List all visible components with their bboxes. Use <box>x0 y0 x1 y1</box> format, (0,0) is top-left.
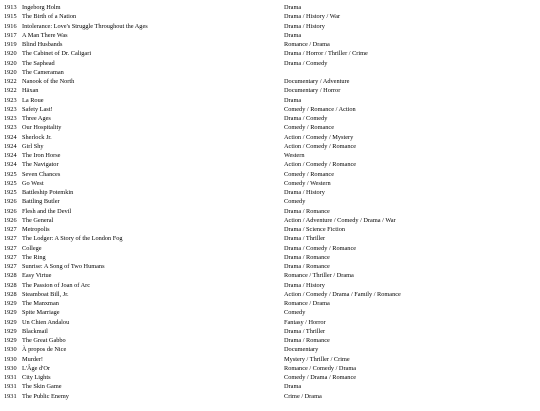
film-year: 1927 <box>4 263 17 270</box>
film-year: 1928 <box>4 272 17 280</box>
film-title: Metropolis <box>22 226 50 233</box>
film-title: Battleship Potemkin <box>22 189 74 196</box>
film-title: Blackmail <box>22 327 48 335</box>
film-genre <box>284 68 538 77</box>
film-genre: Drama / Romance <box>284 263 330 270</box>
film-title: L'Âge d'Or <box>22 364 50 372</box>
film-genre: Drama <box>284 4 302 11</box>
film-genre: Comedy <box>284 198 306 206</box>
film-row <box>4 271 538 280</box>
film-row <box>4 382 538 391</box>
film-title: City Lights <box>22 374 51 381</box>
film-year: 1927 <box>4 235 17 243</box>
film-genre: Drama / Romance <box>284 253 330 261</box>
film-year: 1923 <box>4 115 17 122</box>
film-title: Go West <box>22 179 44 187</box>
film-year: 1915 <box>4 13 17 21</box>
film-genre: Western <box>284 152 305 159</box>
film-row <box>4 86 538 95</box>
film-genre: Drama / Science Fiction <box>284 226 346 233</box>
film-genre: Action / Comedy / Romance <box>284 161 357 169</box>
film-year: 1927 <box>4 226 17 233</box>
film-title: Murder! <box>22 355 43 363</box>
film-row <box>4 244 538 253</box>
film-year: 1917 <box>4 31 17 39</box>
film-genre: Action / Comedy / Drama / Family / Romance <box>284 290 401 298</box>
film-row <box>4 68 538 77</box>
film-genre: Comedy <box>284 309 306 317</box>
film-title: À propos de Nice <box>22 346 67 354</box>
film-title: La Roue <box>22 96 44 104</box>
film-title: The Iron Horse <box>22 152 61 159</box>
film-genre: Comedy / Western <box>284 179 331 187</box>
film-row <box>4 49 538 58</box>
film-row <box>4 281 538 290</box>
film-row <box>4 327 538 336</box>
film-genre: Drama / Thriller <box>284 327 326 335</box>
film-title: The General <box>22 216 54 224</box>
film-genre: Fantasy / Horror <box>284 318 326 326</box>
film-row <box>4 234 538 243</box>
film-genre: Drama / History <box>284 281 325 289</box>
film-genre: Drama / Comedy <box>284 59 328 67</box>
film-title: The Ring <box>22 253 46 261</box>
film-row <box>4 77 538 86</box>
film-title: The Public Enemy <box>22 392 69 400</box>
film-title: Un Chien Andalou <box>22 318 70 326</box>
film-year: 1920 <box>4 50 17 58</box>
film-title: College <box>22 244 42 252</box>
film-title: The Navigator <box>22 161 59 169</box>
film-genre: Crime / Drama <box>284 392 322 400</box>
film-row <box>4 207 538 216</box>
film-row <box>4 308 538 317</box>
film-year: 1923 <box>4 96 17 104</box>
film-year: 1924 <box>4 142 17 150</box>
film-genre: Drama / Comedy / Romance <box>284 244 357 252</box>
film-title: Flesh and the Devil <box>22 207 72 215</box>
film-row <box>4 197 538 206</box>
film-year: 1926 <box>4 198 17 206</box>
film-row <box>4 114 538 123</box>
film-title: The Great Gabbo <box>22 337 66 344</box>
film-year: 1926 <box>4 216 17 224</box>
film-genre: Drama / History / War <box>284 13 341 21</box>
film-row <box>4 299 538 308</box>
film-row <box>4 373 538 382</box>
film-row <box>4 12 538 21</box>
film-row <box>4 170 538 179</box>
film-genre: Documentary / Horror <box>284 87 341 95</box>
film-row <box>4 262 538 271</box>
film-year: 1923 <box>4 124 17 132</box>
film-row <box>4 318 538 327</box>
film-row <box>4 364 538 373</box>
film-row <box>4 133 538 142</box>
film-title: Häxan <box>22 87 39 95</box>
film-title: Seven Chances <box>22 170 61 178</box>
film-genre: Romance / Comedy / Drama <box>284 364 357 372</box>
film-row <box>4 22 538 31</box>
film-row <box>4 160 538 169</box>
film-title: Spite Marriage <box>22 309 60 317</box>
film-row <box>4 31 538 40</box>
film-year: 1925 <box>4 170 17 178</box>
film-title: A Man There Was <box>22 31 68 39</box>
film-year: 1930 <box>4 346 17 354</box>
film-genre: Drama / History <box>284 22 325 30</box>
film-genre: Documentary <box>284 346 319 354</box>
film-row <box>4 151 538 160</box>
film-title: The Saphead <box>22 59 55 67</box>
film-year: 1931 <box>4 383 17 391</box>
film-genre: Documentary / Adventure <box>284 78 350 85</box>
film-row <box>4 105 538 114</box>
film-row <box>4 123 538 132</box>
film-year: 1927 <box>4 253 17 261</box>
film-genre: Comedy / Romance / Action <box>284 105 356 113</box>
film-title: Ingeborg Holm <box>22 4 61 11</box>
film-title: Our Hospitality <box>22 124 62 132</box>
film-year: 1929 <box>4 327 17 335</box>
film-title: Battling Butler <box>22 198 60 206</box>
film-genre: Drama / Romance <box>284 337 330 344</box>
film-list <box>4 3 538 401</box>
film-year: 1929 <box>4 300 17 307</box>
film-genre: Action / Comedy / Romance <box>284 142 357 150</box>
film-year: 1930 <box>4 364 17 372</box>
film-row <box>4 290 538 299</box>
film-year: 1916 <box>4 22 17 30</box>
film-title: The Lodger: A Story of the London Fog <box>22 235 123 243</box>
film-year: 1928 <box>4 281 17 289</box>
film-year: 1929 <box>4 309 17 317</box>
film-year: 1922 <box>4 78 17 85</box>
film-genre: Drama <box>284 96 302 104</box>
film-year: 1920 <box>4 59 17 67</box>
film-genre: Drama / Comedy <box>284 115 328 122</box>
film-year: 1924 <box>4 161 17 169</box>
film-title: The Cabinet of Dr. Caligari <box>22 50 92 58</box>
film-genre: Action / Comedy / Mystery <box>284 133 354 141</box>
film-year: 1919 <box>4 41 17 48</box>
film-genre: Drama / History <box>284 189 325 196</box>
film-genre: Drama / Horror / Thriller / Crime <box>284 50 368 58</box>
film-title: Sunrise: A Song of Two Humans <box>22 263 105 270</box>
film-year: 1927 <box>4 244 17 252</box>
film-year: 1924 <box>4 133 17 141</box>
film-row <box>4 188 538 197</box>
film-genre: Mystery / Thriller / Crime <box>284 355 350 363</box>
film-genre: Drama <box>284 383 302 391</box>
film-row <box>4 216 538 225</box>
film-genre: Drama / Romance <box>284 207 330 215</box>
film-row <box>4 392 538 401</box>
film-title: The Birth of a Nation <box>22 13 77 21</box>
cut-off-row <box>288 402 290 411</box>
film-title: Nanook of the North <box>22 78 75 85</box>
film-year: 1925 <box>4 179 17 187</box>
film-title: The Passion of Joan of Arc <box>22 281 91 289</box>
film-year: 1926 <box>4 207 17 215</box>
film-title: Three Ages <box>22 115 51 122</box>
film-title: Sherlock Jr. <box>22 133 52 141</box>
film-genre: Drama / Thriller <box>284 235 326 243</box>
film-genre: Romance / Drama <box>284 41 330 48</box>
film-row <box>4 355 538 364</box>
film-row <box>4 59 538 68</box>
film-genre: Comedy / Drama / Romance <box>284 374 357 381</box>
film-title: Safety Last! <box>22 105 53 113</box>
film-row <box>4 345 538 354</box>
film-year: 1913 <box>4 4 17 11</box>
film-genre: Comedy / Romance <box>284 124 335 132</box>
film-title: Intolerance: Love's Struggle Throughout the Ages <box>22 22 148 30</box>
film-year: 1929 <box>4 337 17 344</box>
film-year: 1922 <box>4 87 17 95</box>
film-year: 1920 <box>4 68 17 76</box>
film-row <box>4 336 538 345</box>
film-genre: Action / Adventure / Comedy / Drama / War <box>284 216 396 224</box>
film-row <box>4 253 538 262</box>
film-title: The Manxman <box>22 300 59 307</box>
film-row <box>4 3 538 12</box>
film-title: The Cameraman <box>22 68 64 76</box>
film-genre: Romance / Drama <box>284 300 330 307</box>
film-row <box>4 40 538 49</box>
film-year: 1931 <box>4 392 17 400</box>
film-title: Blind Husbands <box>22 41 63 48</box>
film-year: 1929 <box>4 318 17 326</box>
film-year: 1928 <box>4 290 17 298</box>
film-year: 1925 <box>4 189 17 196</box>
film-genre: Comedy / Romance <box>284 170 335 178</box>
film-row <box>4 142 538 151</box>
film-title: Girl Shy <box>22 142 44 150</box>
film-genre: Drama <box>284 31 302 39</box>
film-row <box>4 179 538 188</box>
film-year: 1923 <box>4 105 17 113</box>
film-year: 1930 <box>4 355 17 363</box>
film-year: 1931 <box>4 374 17 381</box>
film-genre: Romance / Thriller / Drama <box>284 272 354 280</box>
film-row <box>4 96 538 105</box>
film-year: 1924 <box>4 152 17 159</box>
film-row <box>4 225 538 234</box>
film-title: Easy Virtue <box>22 272 52 280</box>
film-title: The Skin Game <box>22 383 62 391</box>
film-title: Steamboat Bill, Jr. <box>22 290 69 298</box>
